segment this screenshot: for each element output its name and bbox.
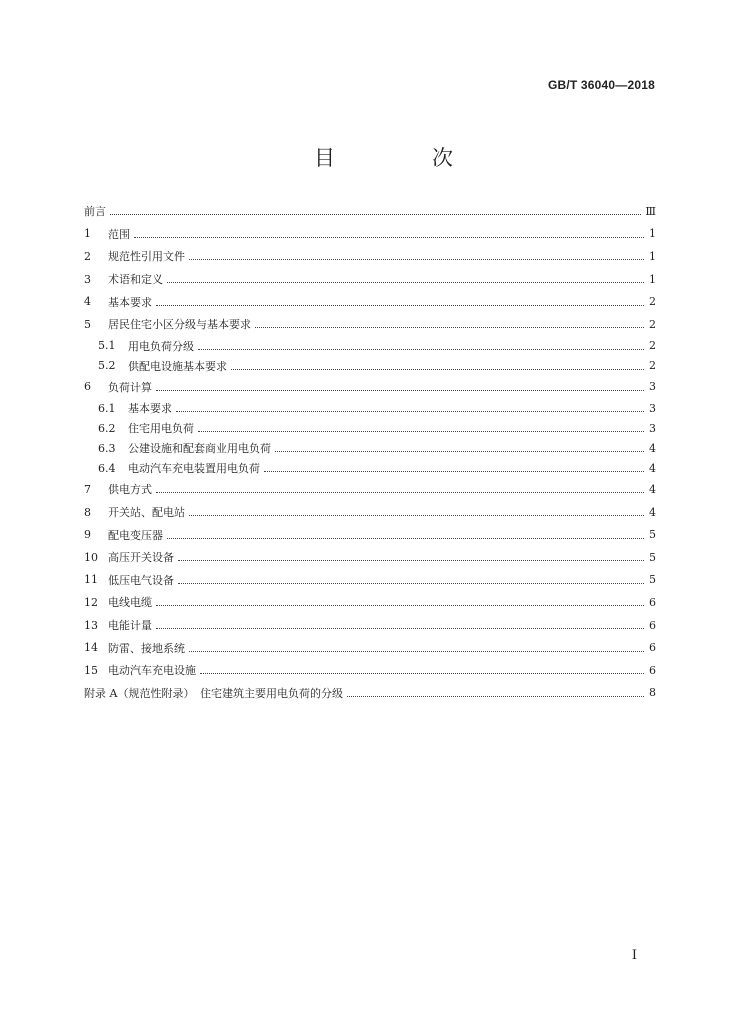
standard-code: GB/T 36040—2018 xyxy=(547,78,655,92)
toc-leader-dots xyxy=(275,450,644,452)
toc-entry-number: 11 xyxy=(84,573,98,587)
toc-entry-page: 4 xyxy=(649,461,656,475)
toc-entry-number: 6.3 xyxy=(98,441,116,455)
toc-entry-page: 2 xyxy=(649,359,656,373)
toc-entry[interactable] xyxy=(84,569,656,592)
page-number: I xyxy=(631,948,637,963)
toc-entry-label: 电动汽车充电装置用电负荷 xyxy=(128,462,260,476)
toc-entry-label: 开关站、配电站 xyxy=(108,506,185,520)
toc-entry[interactable] xyxy=(84,313,656,336)
toc-entry-page: 4 xyxy=(649,505,656,519)
toc-entry-page: 3 xyxy=(649,380,656,394)
toc-leader-dots xyxy=(198,348,644,350)
table-of-contents xyxy=(84,200,656,704)
toc-entry-number: 2 xyxy=(84,249,91,263)
toc-entry-label: 术语和定义 xyxy=(108,273,163,287)
toc-entry-label: 基本要求 xyxy=(108,295,152,309)
toc-entry-number: 6.1 xyxy=(98,401,116,415)
toc-leader-dots xyxy=(189,650,644,652)
toc-entry-number: 14 xyxy=(84,641,98,655)
toc-entry[interactable] xyxy=(84,501,656,524)
toc-entry[interactable] xyxy=(84,336,656,356)
toc-entry-number: 4 xyxy=(84,295,91,309)
toc-entry-label: 配电变压器 xyxy=(108,528,163,542)
toc-leader-dots xyxy=(156,304,644,306)
toc-leader-dots xyxy=(156,389,644,391)
toc-entry-number: 7 xyxy=(84,482,91,496)
toc-entry-label: 电动汽车充电设施 xyxy=(108,664,196,678)
toc-entry[interactable] xyxy=(84,614,656,637)
toc-entry-number: 8 xyxy=(84,505,91,519)
toc-leader-dots xyxy=(156,604,644,606)
toc-entry-label: 住宅用电负荷 xyxy=(128,422,194,436)
toc-entry-page: 6 xyxy=(649,595,656,609)
toc-entry[interactable] xyxy=(84,356,656,376)
toc-entry-page: Ⅲ xyxy=(645,204,656,218)
toc-entry[interactable] xyxy=(84,223,656,246)
toc-entry-label: 防雷、接地系统 xyxy=(108,641,185,655)
toc-entry[interactable] xyxy=(84,546,656,569)
toc-entry[interactable] xyxy=(84,438,656,458)
toc-entry[interactable] xyxy=(84,398,656,418)
toc-entry[interactable] xyxy=(84,200,656,223)
toc-entry-label: 公建设施和配套商业用电负荷 xyxy=(128,442,271,456)
toc-entry-number: 15 xyxy=(84,663,98,677)
toc-entry-number: 5.1 xyxy=(98,339,116,353)
toc-leader-dots xyxy=(347,695,644,697)
toc-entry-page: 1 xyxy=(649,249,656,263)
toc-entry[interactable] xyxy=(84,418,656,438)
toc-entry-label: 规范性引用文件 xyxy=(108,250,185,264)
toc-entry-page: 1 xyxy=(649,272,656,286)
toc-entry-label: 高压开关设备 xyxy=(108,551,174,565)
toc-leader-dots xyxy=(200,672,644,674)
toc-entry[interactable] xyxy=(84,659,656,682)
toc-leader-dots xyxy=(176,410,644,412)
toc-entry-page: 4 xyxy=(649,482,656,496)
toc-entry-number: 3 xyxy=(84,272,91,286)
toc-entry[interactable] xyxy=(84,458,656,478)
toc-entry-page: 4 xyxy=(649,441,656,455)
toc-entry-page: 2 xyxy=(649,339,656,353)
toc-leader-dots xyxy=(167,537,644,539)
toc-leader-dots xyxy=(167,281,644,283)
toc-entry-label: 前言 xyxy=(84,205,106,219)
page-title: 目 次 xyxy=(314,146,491,170)
toc-leader-dots xyxy=(231,368,644,370)
toc-entry-label: 附录 A（规范性附录） 住宅建筑主要用电负荷的分级 xyxy=(84,686,343,700)
toc-entry-number: 6.2 xyxy=(98,421,116,435)
toc-entry-number: 1 xyxy=(84,227,91,241)
toc-entry-page: 2 xyxy=(649,295,656,309)
toc-leader-dots xyxy=(198,430,644,432)
toc-entry[interactable] xyxy=(84,523,656,546)
toc-entry[interactable] xyxy=(84,290,656,313)
toc-entry-page: 5 xyxy=(649,550,656,564)
toc-entry-number: 9 xyxy=(84,528,91,542)
toc-entry[interactable] xyxy=(84,682,656,705)
toc-entry-label: 电能计量 xyxy=(108,619,152,633)
toc-entry-label: 供配电设施基本要求 xyxy=(128,359,227,373)
toc-entry[interactable] xyxy=(84,268,656,291)
toc-leader-dots xyxy=(178,582,644,584)
toc-entry-page: 6 xyxy=(649,618,656,632)
toc-entry-number: 5 xyxy=(84,317,91,331)
toc-leader-dots xyxy=(110,213,641,215)
toc-entry-label: 低压电气设备 xyxy=(108,573,174,587)
toc-entry-number: 6.4 xyxy=(98,461,116,475)
toc-entry-label: 居民住宅小区分级与基本要求 xyxy=(108,318,251,332)
toc-entry-label: 电线电缆 xyxy=(108,596,152,610)
toc-leader-dots xyxy=(189,514,644,516)
toc-entry-number: 12 xyxy=(84,595,98,609)
toc-entry-number: 13 xyxy=(84,618,98,632)
toc-entry-page: 6 xyxy=(649,641,656,655)
toc-entry-page: 1 xyxy=(649,227,656,241)
toc-entry-page: 5 xyxy=(649,573,656,587)
toc-leader-dots xyxy=(156,627,644,629)
toc-leader-dots xyxy=(178,559,644,561)
toc-leader-dots xyxy=(264,470,644,472)
toc-entry-page: 5 xyxy=(649,528,656,542)
toc-entry-page: 2 xyxy=(649,317,656,331)
toc-entry-label: 负荷计算 xyxy=(108,380,152,394)
toc-entry-number: 10 xyxy=(84,550,98,564)
toc-entry[interactable] xyxy=(84,591,656,614)
toc-leader-dots xyxy=(156,491,644,493)
toc-entry-label: 供电方式 xyxy=(108,483,152,497)
toc-leader-dots xyxy=(255,326,644,328)
toc-entry-page: 3 xyxy=(649,421,656,435)
toc-entry[interactable] xyxy=(84,245,656,268)
toc-entry[interactable] xyxy=(84,478,656,501)
toc-leader-dots xyxy=(134,236,644,238)
toc-entry[interactable] xyxy=(84,636,656,659)
toc-entry-label: 范围 xyxy=(108,227,130,241)
toc-entry-page: 6 xyxy=(649,663,656,677)
toc-entry-label: 基本要求 xyxy=(128,402,172,416)
toc-entry[interactable] xyxy=(84,376,656,399)
toc-entry-page: 8 xyxy=(649,686,656,700)
toc-entry-page: 3 xyxy=(649,401,656,415)
toc-leader-dots xyxy=(189,258,644,260)
toc-entry-number: 5.2 xyxy=(98,359,116,373)
toc-entry-number: 6 xyxy=(84,380,91,394)
toc-entry-label: 用电负荷分级 xyxy=(128,339,194,353)
